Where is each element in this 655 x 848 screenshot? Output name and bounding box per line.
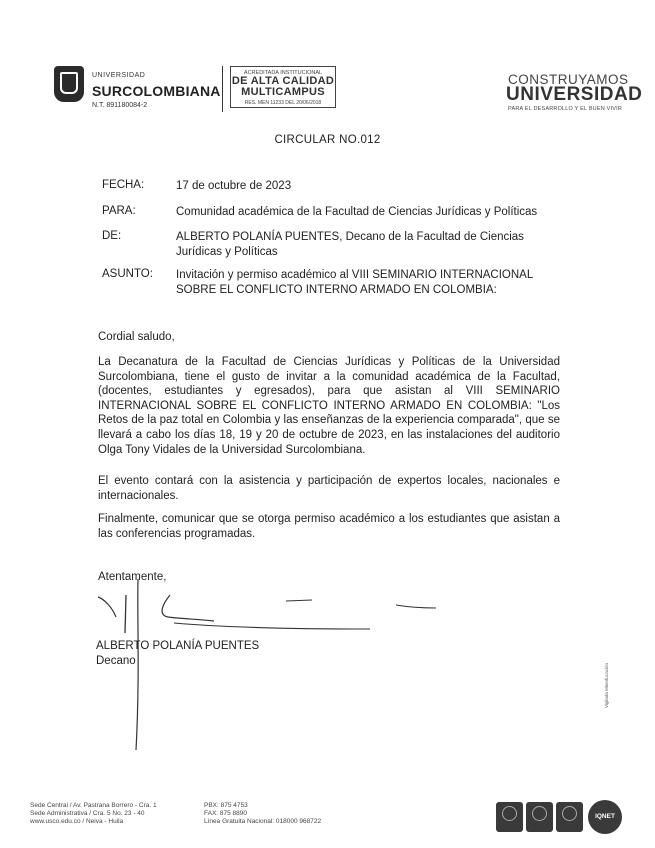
- greeting: Cordial saludo,: [98, 331, 175, 343]
- circular-title: CIRCULAR NO.012: [274, 134, 381, 146]
- certification-badge-icon: [496, 802, 523, 832]
- slogan-line1: CONSTRUYAMOS: [508, 72, 629, 87]
- accreditation-top: ACREDITADA INSTITUCIONAL: [243, 70, 323, 76]
- certification-badge-icon: [526, 802, 553, 832]
- para-value: Comunidad académica de la Facultad de Ciencias Jurídicas y Políticas: [176, 206, 538, 218]
- footer-address-line: Sede Administrativa / Cra. 5 No. 23 - 40: [30, 810, 145, 817]
- certification-badge-icon: [556, 802, 583, 832]
- vigilada-note: Vigilada Mineducación: [604, 663, 609, 708]
- slogan-line2: UNIVERSIDAD: [506, 84, 643, 105]
- signer-name: ALBERTO POLANÍA PUENTES: [96, 640, 260, 652]
- asunto-value: Invitación y permiso académico al VIII SEMINARIO INTERNACIONAL SOBRE EL CONFLICTO INTERNO ARMADO EN COLOMBIA:: [176, 269, 533, 296]
- footer-phone-line: Línea Gratuita Nacional: 018000 968722: [204, 818, 322, 825]
- accreditation-seal: [230, 66, 336, 108]
- signer-role: Decano: [96, 655, 136, 667]
- footer-address-line: Sede Central / Av. Pastrana Borrero - Cra. 1: [30, 802, 157, 809]
- footer-phone-line: FAX: 875 8890: [204, 810, 248, 817]
- de-label: DE:: [102, 230, 122, 242]
- iqnet-logo: IQNET: [588, 800, 622, 834]
- fecha-label: FECHA:: [102, 179, 145, 191]
- university-prefix: UNIVERSIDAD: [92, 72, 146, 79]
- para-label: PARA:: [102, 205, 136, 217]
- accreditation-line1: DE ALTA CALIDAD: [231, 75, 335, 87]
- body-paragraph-3: Finalmente, comunicar que se otorga permiso académico a los estudiantes que asistan a las conferencias programadas.: [98, 513, 560, 540]
- footer-address: [30, 802, 157, 826]
- university-name: SURCOLOMBIANA: [92, 83, 221, 99]
- footer-phones: [204, 802, 321, 826]
- de-value: ALBERTO POLANÍA PUENTES, Decano de la Facultad de Ciencias Jurídicas y Políticas: [176, 231, 524, 258]
- handwritten-signature: [90, 575, 450, 755]
- closing: Atentamente,: [98, 571, 167, 583]
- accreditation-line2: MULTICAMPUS: [241, 86, 325, 98]
- slogan-line3: PARA EL DESARROLLO Y EL BUEN VIVIR: [508, 106, 622, 112]
- header-divider: [222, 66, 223, 112]
- body-paragraph-1: La Decanatura de la Facultad de Ciencias Jurídicas y Políticas de la Universidad Surcolombiana, tiene el gusto de invitar a la comunidad académica de la Facultad, (docentes, estudiantes y egresados), para que asistan al VIII SEMINARIO INTERNACIONAL SOBRE EL CONFLICTO INTERNO ARMADO EN COLOMBIA: "Los Retos de la paz total en Colombia y las enseñanzas de la experiencia comparada", que se llevará a cabo los días 18, 19 y 20 de octubre de 2023, en las instalaciones del auditorio Olga Tony Vidales de la Universidad Surcolombiana.: [98, 356, 560, 456]
- nit-number: N.T. 891180084-2: [92, 102, 148, 109]
- footer-phone-line: PBX: 875 4753: [204, 802, 248, 809]
- accreditation-bottom: RES. MEN 11233 DEL 20/06/2018: [244, 100, 322, 106]
- asunto-label: ASUNTO:: [102, 268, 153, 280]
- footer-address-line: www.usco.edu.co / Neiva - Huila: [30, 818, 124, 825]
- body-paragraph-2: El evento contará con la asistencia y participación de expertos locales, nacionales e internacionales.: [98, 475, 560, 502]
- fecha-value: 17 de octubre de 2023: [176, 180, 292, 192]
- shield-emblem-icon: [60, 72, 78, 94]
